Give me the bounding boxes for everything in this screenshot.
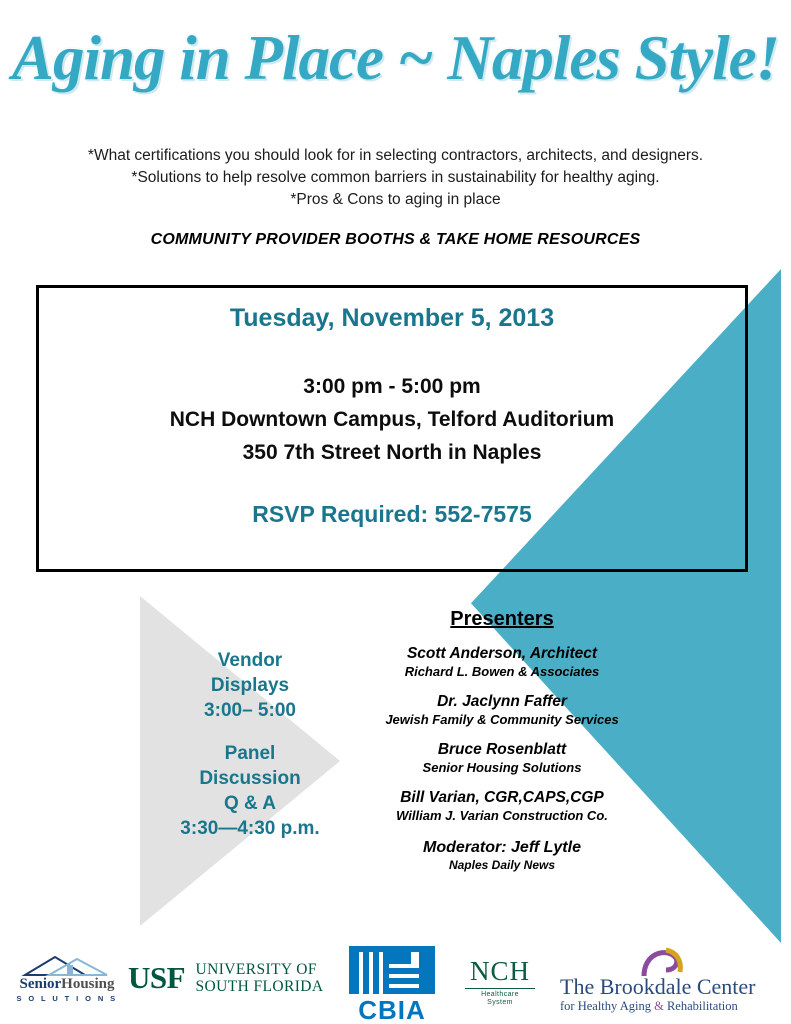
usf-wordmark: [196, 961, 324, 995]
schedule-block: [150, 648, 350, 841]
event-time: 3:00 pm - 5:00 pm: [303, 375, 481, 398]
presenter-org: Jewish Family & Community Services: [385, 712, 619, 727]
subheading: COMMUNITY PROVIDER BOOTHS & TAKE HOME RESOURCES: [150, 231, 641, 248]
panel-label-line1: Panel: [224, 743, 276, 764]
presenter-name: Dr. Jaclynn Faffer: [437, 693, 567, 710]
logo-senior-housing-name: [12, 977, 122, 992]
logo-strip: [0, 944, 791, 1024]
brookdale-title: The Brookdale Center: [560, 974, 756, 999]
logo-word-senior: Senior: [19, 976, 62, 992]
presenter-item: [352, 645, 652, 679]
panel-time: 3:30—4:30 p.m.: [180, 818, 320, 839]
logo-usf: [128, 960, 328, 996]
cbia-building-icon: [349, 946, 435, 994]
presenters-section: [352, 608, 652, 872]
logo-nch: [452, 956, 548, 1007]
presenter-item: [352, 789, 652, 823]
panel-label-line3: Q & A: [223, 793, 277, 814]
moderator-item: [352, 839, 652, 872]
presenter-org: William J. Varian Construction Co.: [396, 808, 608, 823]
presenter-item: [352, 693, 652, 727]
cbia-wordmark: CBIA: [358, 995, 426, 1024]
panel-label-line2: Discussion: [199, 768, 301, 789]
presenter-name: Bruce Rosenblatt: [437, 741, 567, 758]
brookdale-sub-post: Rehabilitation: [663, 999, 738, 1013]
usf-line-1: UNIVERSITY OF: [195, 961, 317, 978]
vendor-displays-label-line2: Displays: [210, 675, 290, 696]
usf-line-2: SOUTH FLORIDA: [195, 978, 324, 995]
event-rsvp: RSVP Required: 552-7575: [252, 501, 532, 527]
vendor-displays-time: 3:00– 5:00: [204, 700, 296, 721]
brookdale-sub-amp: &: [654, 999, 664, 1013]
house-roof-icon: [12, 956, 122, 976]
presenter-item: [352, 741, 652, 775]
event-date: Tuesday, November 5, 2013: [229, 304, 555, 332]
nch-divider: [465, 988, 535, 989]
vendor-displays-label-line1: Vendor: [217, 650, 283, 671]
brookdale-subtitle: [560, 999, 785, 1014]
page-title: Aging in Place ~ Naples Style!: [11, 23, 780, 93]
usf-mark: USF: [128, 960, 186, 995]
schedule-spacer: [150, 723, 350, 741]
bullet-item-1: *What certifications you should look for in selecting contractors, architects, and designers.: [87, 147, 704, 164]
logo-senior-housing-sub: S O L U T I O N S: [16, 994, 118, 1003]
nch-sub-line-1: Healthcare: [481, 991, 519, 998]
presenter-name: Scott Anderson, Architect: [406, 645, 598, 662]
event-address: 350 7th Street North in Naples: [242, 441, 542, 464]
nch-wordmark: NCH: [469, 956, 530, 986]
brookdale-sub-pre: for Healthy Aging: [560, 999, 655, 1013]
moderator-name: Moderator: Jeff Lytle: [423, 839, 581, 856]
event-location-block: [39, 370, 745, 469]
logo-word-housing: Housing: [61, 976, 115, 992]
moderator-org: Naples Daily News: [448, 858, 556, 872]
nch-sub-line-2: System: [487, 999, 513, 1006]
bullet-item-2: *Solutions to help resolve common barriers in sustainability for healthy aging.: [131, 169, 660, 186]
bullet-list: [0, 145, 791, 211]
bullet-item-3: *Pros & Cons to aging in place: [290, 191, 501, 208]
logo-cbia: [336, 946, 448, 1024]
presenter-name: Bill Varian, CGR,CAPS,CGP: [400, 789, 604, 806]
logo-senior-housing-solutions: [12, 956, 122, 1003]
presenter-org: Senior Housing Solutions: [422, 760, 582, 775]
event-venue: NCH Downtown Campus, Telford Auditorium: [169, 408, 615, 431]
event-details-box: [36, 285, 748, 572]
presenters-heading: Presenters: [450, 608, 554, 630]
presenter-org: Richard L. Bowen & Associates: [404, 664, 600, 679]
